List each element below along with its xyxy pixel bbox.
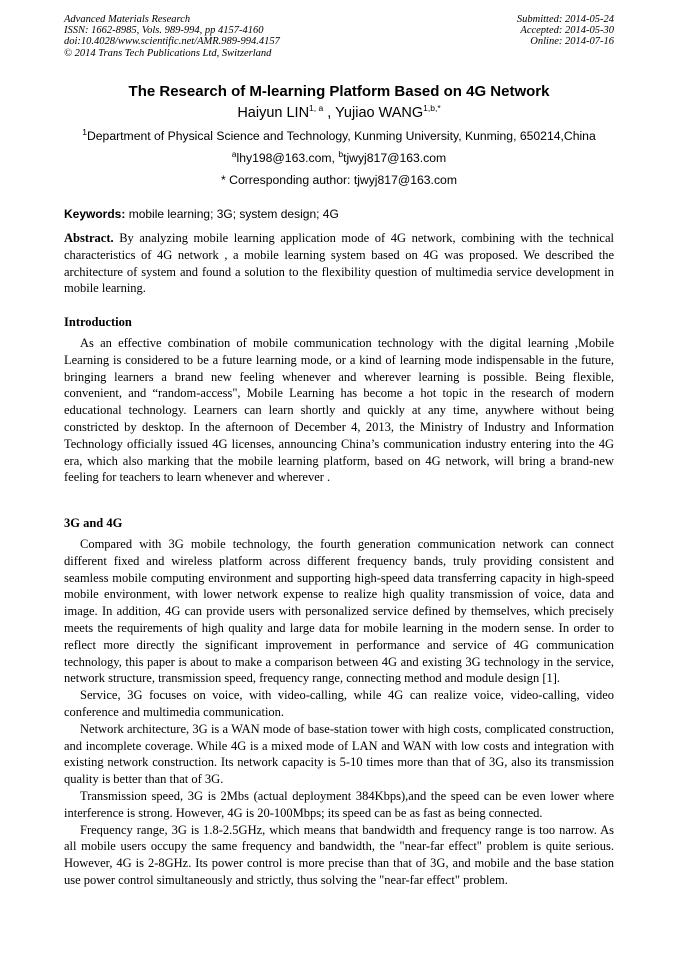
title-block — [64, 82, 614, 191]
paragraph: As an effective combination of mobile communication technology with the digital learning ,Mobile Learning is considered to be a future learning mode, or a kind of learning mode indispensable in the future, bringing learners a brand new feeling whenever and wherever learning is possible. Being flexible, convenient, and “random-access", Mobile Learning has become a hot topic in the research of modern educational technology. Learners can learn shortly and quickly at any time, anywhere without being constricted by desktop. In the afternoon of December 4, 2013, the Ministry of Industry and Information Technology officially issued 4G licenses, announcing China’s communication industry entering into the 4G era, which also marking that the mobile learning platform, based on 4G network, will bring a brand-new feeling for teachers to learn whenever and wherever . — [64, 336, 614, 485]
author-separator: , — [323, 105, 336, 121]
affiliation-superscript: 1 — [82, 126, 87, 137]
paragraph: Transmission speed, 3G is 2Mbs (actual deployment 384Kbps),and the speed can be even lower where interference is strong. However, 4G is 20-100Mbps; its speed can be as fast as being connected. — [64, 788, 614, 820]
corresponding-author: * Corresponding author: tjwyj817@163.com — [221, 173, 457, 187]
author-superscript: 1,b,* — [423, 103, 441, 114]
submitted-date: Submitted: 2014-05-24 — [516, 14, 614, 25]
paragraph: Frequency range, 3G is 1.8-2.5GHz, which means that bandwidth and frequency range is too narrow. As all mobile users occupy the same frequency and bandwidth, the "near-far effect" problem is quite serious. However, 4G is 2-8GHz. Its power control is more precise than that of 3G, and mobile and the base station use power control simultaneously and strictly, thus solving the "near-far effect" problem. — [64, 822, 614, 887]
author-name: Yujiao WANG — [335, 105, 424, 121]
abstract-text: By analyzing mobile learning application mode of 4G network, combining with the technical characteristics of 4G network , a mobile learning system based on 4G was proposed. We described the architecture of system and found a solution to the flexibility question of multimedia service development in mobile learning. — [64, 231, 614, 296]
publication-dates — [517, 14, 614, 48]
email-superscript: b — [338, 148, 344, 159]
section-heading: 3G and 4G — [64, 516, 123, 530]
paragraph: Compared with 3G mobile technology, the fourth generation communication network can connect different fixed and wireless platform across different frequency bands, truly providing consistent and seamless mobile computing environment and supporting high-speed data transferring capacity in high-speed mobile environment, with lower network expense to realize high quality transmission of voice, data and image. In addition, 4G can provide users with personalized service defined by themselves, which precisely meets the requirements of high quality and large data for mobile learning in the modern sense. In order to reflect more directly the significant improvement in performance and service of 4G communication technology, this paper is about to make a comparison between 4G and existing 3G technology in the service, network structure, transmission speed, frequency range, connecting method and module design [1]. — [64, 537, 614, 686]
keywords — [64, 206, 614, 222]
section-3g-4g-body — [64, 536, 614, 889]
author-emails — [64, 147, 614, 169]
keywords-label: Keywords: — [64, 207, 126, 221]
doi-line: doi:10.4028/www.scientific.net/AMR.989-994.4157 — [64, 36, 280, 48]
copyright-line: © 2014 Trans Tech Publications Ltd, Switzerland — [64, 47, 272, 59]
keywords-text: mobile learning; 3G; system design; 4G — [125, 207, 339, 221]
author-list — [64, 102, 614, 124]
paragraph: Network architecture, 3G is a WAN mode of base-station tower with high costs, complicated construction, and incomplete coverage. While 4G is a mixed mode of LAN and WAN with low costs and integration with existing network construction. Its network capacity is 5-10 times more than that of 3G, also its transmission quality is better than that of 3G. — [64, 721, 614, 787]
publication-info — [64, 14, 280, 59]
paper-title: The Research of M-learning Platform Based on 4G Network — [128, 83, 550, 100]
email-link[interactable]: lhy198@163.com — [236, 151, 332, 165]
paragraph: Service, 3G focuses on voice, with video-calling, while 4G can realize voice, video-calling, video conference and multimedia communication. — [64, 688, 614, 719]
email-link[interactable]: tjwyj817@163.com — [343, 151, 447, 165]
introduction-body — [64, 335, 614, 486]
issn-line: ISSN: 1662-8985, Vols. 989-994, pp 4157-4160 — [64, 25, 264, 37]
abstract-label: Abstract. — [64, 231, 114, 245]
affiliation — [64, 125, 614, 147]
author-superscript: 1, a — [309, 103, 324, 114]
online-date: Online: 2014-07-16 — [530, 36, 614, 48]
abstract — [64, 230, 614, 297]
email-superscript: a — [231, 148, 237, 159]
section-heading: Introduction — [64, 315, 132, 329]
journal-name: Advanced Materials Research — [64, 14, 191, 25]
accepted-date: Accepted: 2014-05-30 — [520, 25, 614, 37]
affiliation-text: Department of Physical Science and Technology, Kunming University, Kunming, 650214,China — [86, 129, 596, 143]
email-separator: , — [331, 151, 339, 165]
author-name: Haiyun LIN — [237, 105, 310, 121]
